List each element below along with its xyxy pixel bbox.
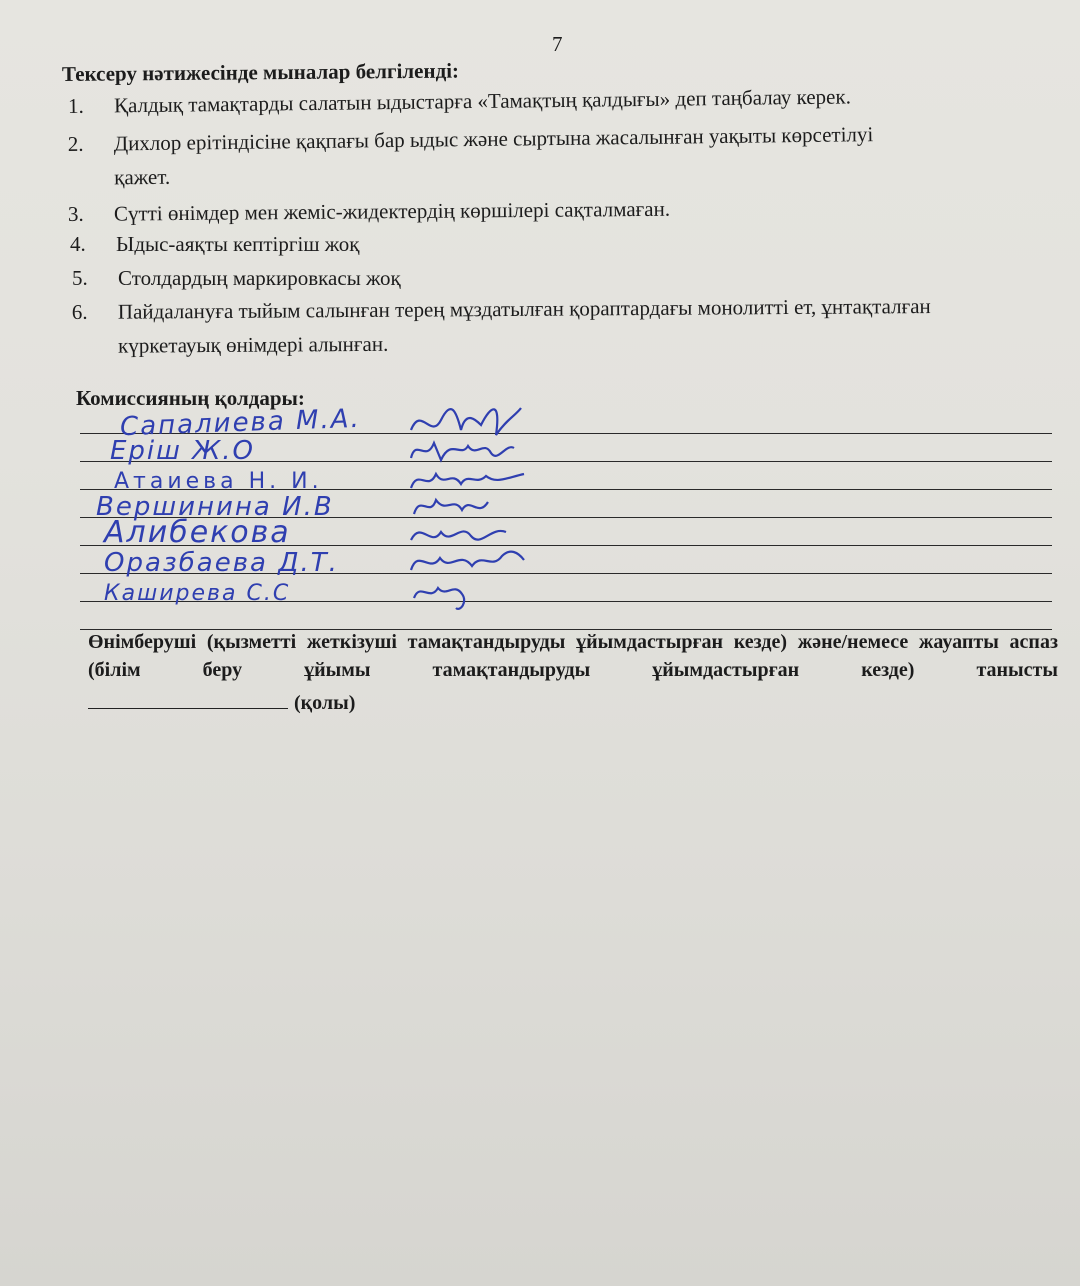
- commission-title: Комиссияның қолдары:: [76, 386, 305, 410]
- signature-row: [80, 544, 1052, 578]
- member-name: Алибекова: [104, 515, 291, 550]
- member-name: Оразбаева Д.Т.: [104, 548, 339, 578]
- finding-number: 4.: [70, 232, 86, 256]
- member-name: Сапалиева М.А.: [119, 403, 362, 443]
- finding-number: 1.: [67, 93, 84, 118]
- acknowledgement-signature: [88, 692, 355, 715]
- acknowledgement-text: Өнімберуші (қызметті жеткізуші тамақтандыруды ұйымдастырған кезде) және/немесе жауапты аспаз (білім беру ұйымы тамақтандыруды ұйымдастырған кезде) танысты: [88, 631, 1058, 681]
- findings-heading: Тексеру нәтижесінде мыналар белгіленді:: [61, 58, 460, 86]
- member-name: Атаиева Н. И.: [114, 469, 323, 494]
- finding-item: [68, 122, 874, 190]
- finding-number: 3.: [67, 201, 84, 226]
- signature-row: [80, 488, 1052, 522]
- signature-row: [80, 403, 1052, 443]
- finding-number: 5.: [72, 266, 88, 290]
- finding-text: Сүтті өнімдер мен жеміс-жидектердің көршілері сақталмаған.: [113, 196, 671, 226]
- finding-number: 2.: [67, 131, 84, 157]
- finding-text: Дихлор ерітіндісіне қақпағы бар ыдыс және сыртына жасалынған уақыты көрсетілуі: [113, 122, 874, 156]
- finding-text: Пайдалануға тыйым салынған терең мұздатылған қораптардағы монолитті ет, ұнтақталған: [117, 294, 931, 324]
- finding-item: [72, 294, 931, 358]
- finding-number: 6.: [71, 299, 88, 325]
- signature-row: [80, 515, 1052, 550]
- signature-blank: [88, 708, 288, 709]
- member-name: Еріш Ж.О: [110, 436, 255, 466]
- member-name: Вершинина И.В: [96, 492, 334, 522]
- signature-row: [80, 460, 1052, 494]
- finding-text: Ыдыс-аяқты кептіргіш жоқ: [116, 232, 360, 256]
- finding-item: [68, 84, 851, 118]
- signature-row: [80, 432, 1052, 466]
- page-number: 7: [552, 32, 563, 56]
- finding-item: [70, 232, 359, 256]
- signature-row: [80, 572, 1052, 606]
- finding-text-continued: қажет.: [114, 164, 171, 190]
- finding-text: Қалдық тамақтарды салатын ыдыстарға «Тамақтың қалдығы» деп таңбалау керек.: [113, 84, 852, 118]
- member-name: Каширева С.С: [104, 581, 291, 606]
- finding-text: Столдардың маркировкасы жоқ: [118, 266, 401, 290]
- finding-text-continued: күркетауық өнімдері алынған.: [118, 331, 389, 358]
- finding-item: [72, 266, 401, 290]
- signature-row: [80, 600, 1052, 630]
- finding-item: [68, 197, 670, 226]
- signature-label: (қолы): [294, 692, 356, 714]
